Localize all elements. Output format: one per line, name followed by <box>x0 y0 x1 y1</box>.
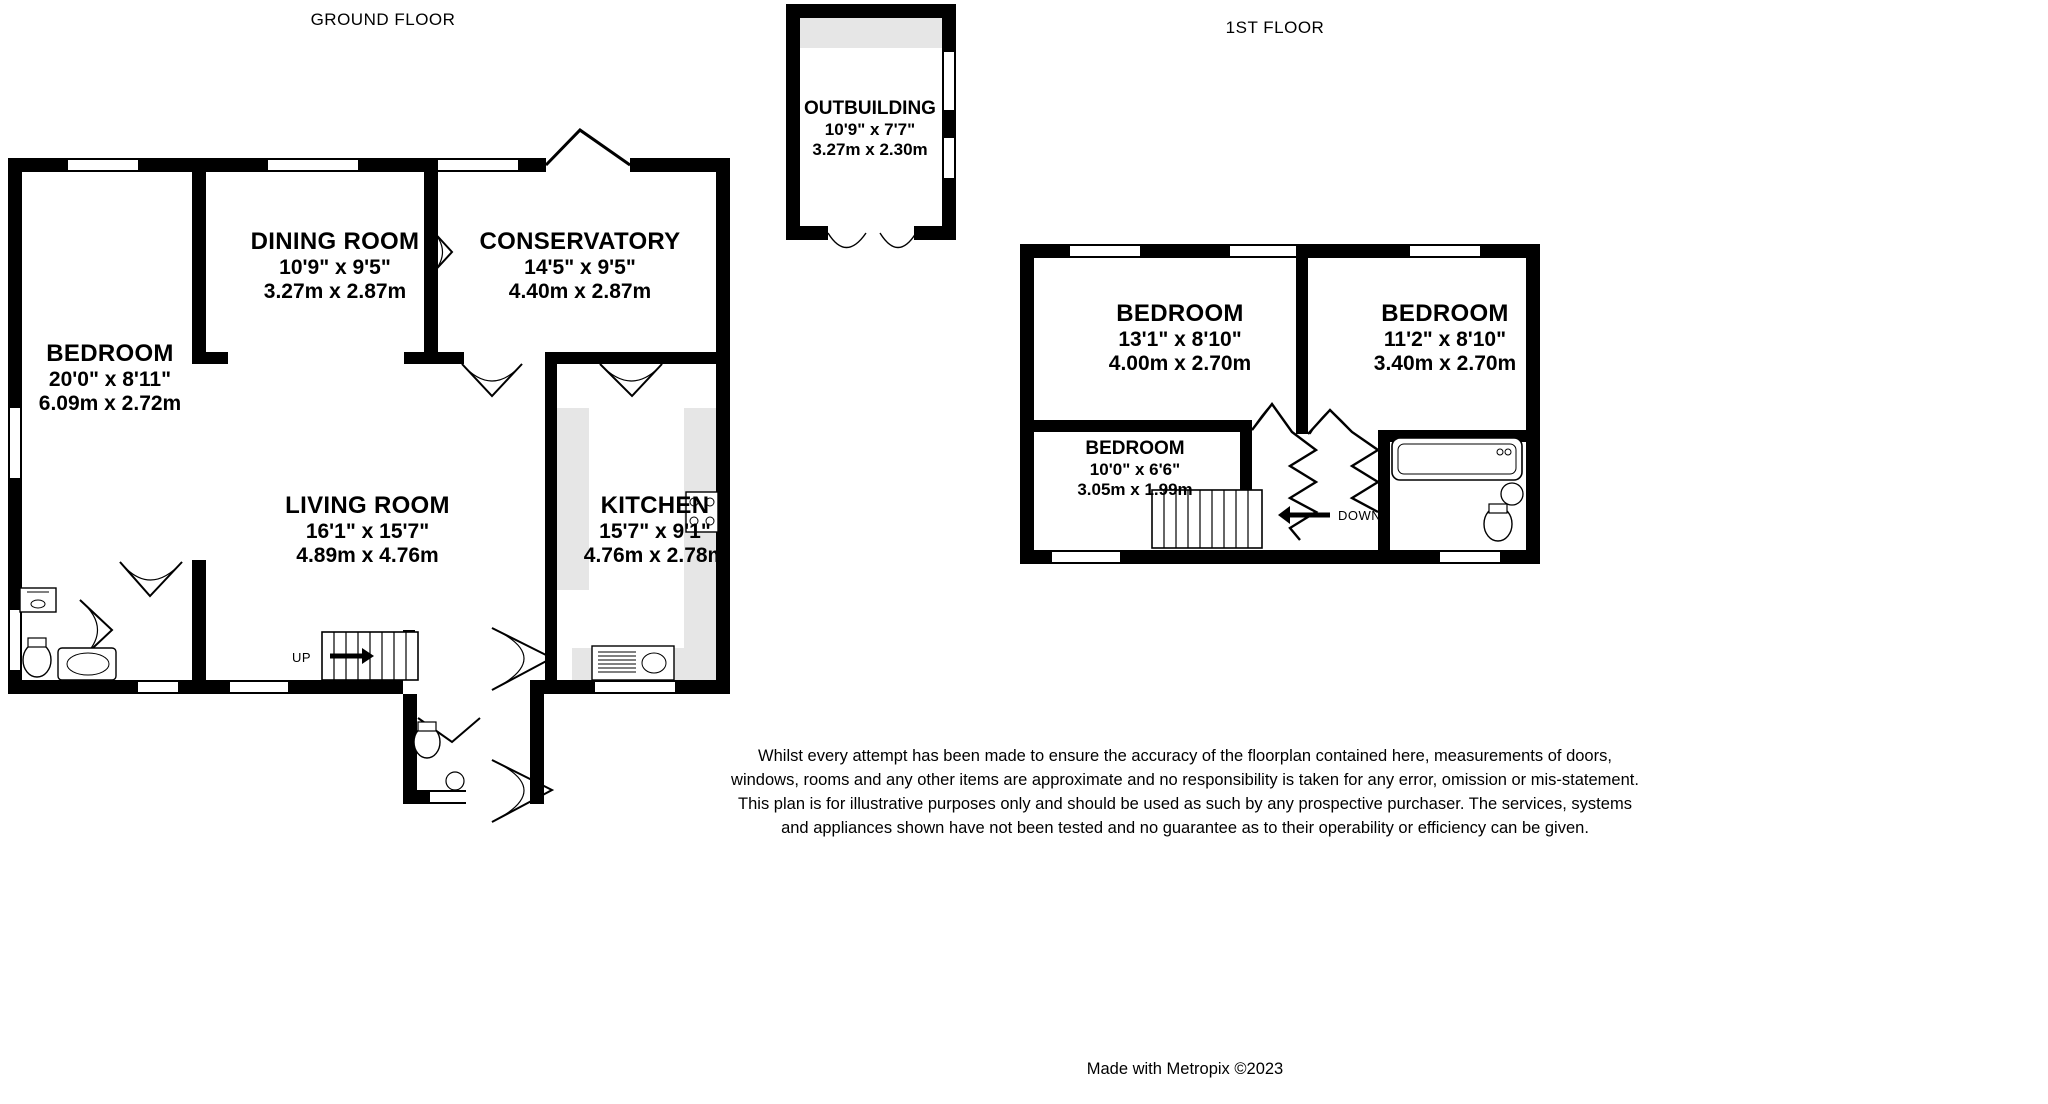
first-floor-title: 1ST FLOOR <box>1225 18 1325 37</box>
room-dim-imperial: 15'7" x 9'1" <box>599 520 711 543</box>
room-name: BEDROOM <box>1381 300 1509 327</box>
room-dim-imperial: 13'1" x 8'10" <box>1118 328 1242 351</box>
ground-floor-title: GROUND FLOOR <box>310 10 456 29</box>
room-dim-metric: 4.00m x 2.70m <box>1108 352 1252 375</box>
room-name: OUTBUILDING <box>804 98 936 119</box>
disclaimer-text: Whilst every attempt has been made to ensure the accuracy of the floorplan contained here, measurements of doors, windows, rooms and any other items are approximate and no responsibility is taken for any error, omission or mis-statement. This plan is for illustrative purposes only and should be used as such by any prospective purchaser. The services, systems and appliances shown have not been tested and no guarantee as to their operability or efficiency can be given. <box>731 747 1639 837</box>
room-dim-metric: 3.05m x 1.99m <box>1077 480 1193 499</box>
room-dim-metric: 4.89m x 4.76m <box>296 544 439 567</box>
room-dim-imperial: 10'9" x 7'7" <box>824 120 916 139</box>
first-room-bedroom-2 <box>1310 300 1580 376</box>
room-dim-imperial: 10'9" x 9'5" <box>279 256 391 279</box>
room-name: BEDROOM <box>46 340 174 367</box>
room-name: KITCHEN <box>600 492 710 519</box>
room-name: CONSERVATORY <box>479 228 681 255</box>
room-dim-imperial: 10'0" x 6'6" <box>1089 460 1181 479</box>
room-name: DINING ROOM <box>250 228 420 255</box>
room-dim-imperial: 16'1" x 15'7" <box>305 520 430 543</box>
ground-stairs-up-label: UP <box>292 650 312 665</box>
first-stairs-down-label: DOWN <box>1338 508 1382 523</box>
room-dim-imperial: 14'5" x 9'5" <box>524 256 636 279</box>
room-dim-metric: 6.09m x 2.72m <box>38 392 182 415</box>
first-room-bedroom-1 <box>1045 300 1315 376</box>
room-dim-imperial: 20'0" x 8'11" <box>48 368 172 391</box>
room-name: BEDROOM <box>1116 300 1244 327</box>
room-name: BEDROOM <box>1085 438 1185 459</box>
room-dim-metric: 4.76m x 2.78m <box>583 544 727 567</box>
room-dim-metric: 3.27m x 2.87m <box>263 280 407 303</box>
room-dim-metric: 3.40m x 2.70m <box>1373 352 1517 375</box>
room-name: LIVING ROOM <box>285 492 450 519</box>
room-dim-metric: 4.40m x 2.87m <box>508 280 652 303</box>
room-dim-metric: 3.27m x 2.30m <box>812 140 928 159</box>
made-with-text: Made with Metropix ©2023 <box>1086 1060 1284 1078</box>
first-room-bedroom-3 <box>1010 438 1260 500</box>
room-dim-imperial: 11'2" x 8'10" <box>1383 328 1507 351</box>
